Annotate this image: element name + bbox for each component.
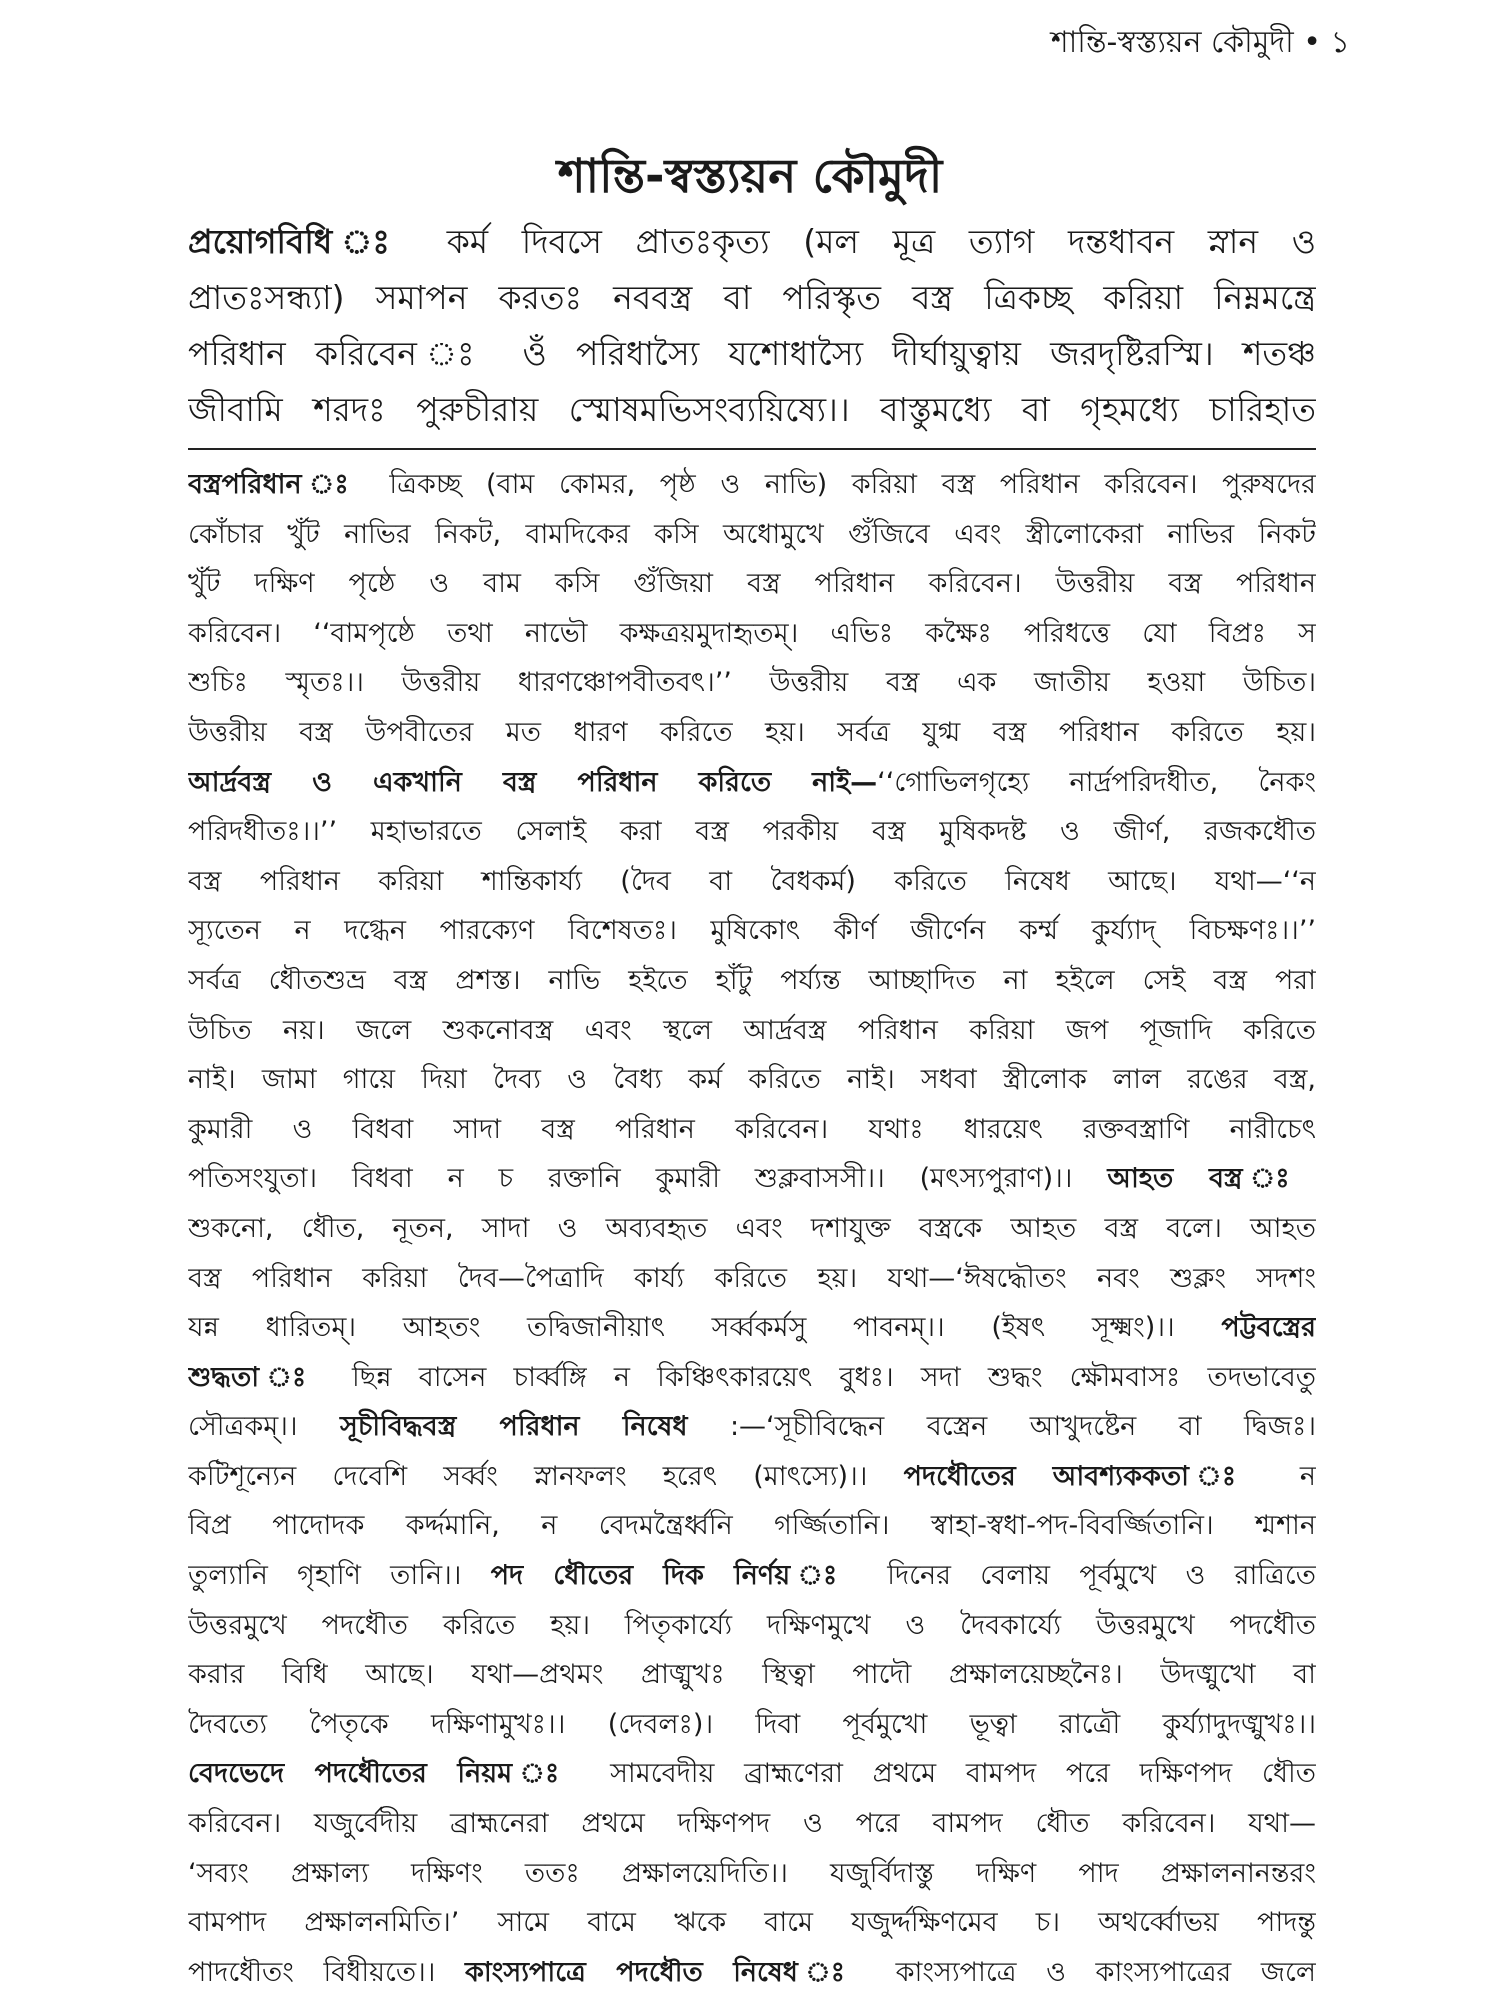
body-text: কাংস্যপাত্রে ও কাংস্যপাত্রের জলে: [866, 1956, 1316, 1988]
heading-ahata: আহত বস্ত্র ঃ: [1107, 1163, 1316, 1195]
body-line: [188, 1749, 1316, 1799]
body-text: সামবেদীয় ব্রাহ্মণেরা প্রথমে বামপদ পরে দক্ষিণপদ ধৌত: [580, 1758, 1316, 1790]
section-divider: [188, 448, 1316, 450]
prayog-heading: প্রয়োগবিধি ঃ: [188, 222, 414, 261]
body-line: [188, 1948, 1316, 1998]
prayog-text-1: কর্ম দিবসে প্রাতঃকৃত্য (মল মূত্র ত্যাগ দন্তধাবন স্নান ও: [413, 222, 1316, 261]
body-line: [188, 1551, 1316, 1601]
body-line: কোঁচার খুঁট নাভির নিকট, বামদিকের কসি অধোমুখে গুঁজিবে এবং স্ত্রীলোকেরা নাভির নিকট: [188, 518, 1316, 550]
prayog-line-4: জীবামি শরদঃ পুরুচীরায় স্মোষমভিসংব্যয়িষ্যে।। বাস্তুমধ্যে বা গৃহমধ্যে চারিহাত: [188, 390, 1316, 429]
body-text: সৌত্রকম্।।: [188, 1411, 340, 1443]
page-title: শান্তি-স্বস্ত্যয়ন কৌমুদী: [557, 149, 943, 204]
body-line: কুমারী ও বিধবা সাদা বস্ত্র পরিধান করিবেন। যথাঃ ধারয়েৎ রক্তবস্ত্রাণি নারীচেৎ: [188, 1113, 1316, 1145]
body-text: ‘‘গোভিলগৃহ্যে নার্দ্রপরিদধীত, নৈকং: [877, 766, 1316, 798]
body-line: বামপাদ প্রক্ষালনমিতি।’ সামে বামে ঋকে বামে যজুর্দ্দক্ষিণমেব চ। অথর্ব্বোভয় পাদন্তু: [188, 1907, 1316, 1939]
prayog-line-3: পরিধান করিবেন ঃ ওঁ পরিধাস্যৈ যশোধাস্যৈ দীর্ঘায়ুত্বায় জরদৃষ্টিরস্মি। শতঞ্চ: [188, 334, 1316, 373]
heading-padadhaut: পদধৌতের আবশ্যককতা ঃ: [903, 1460, 1264, 1492]
body-line: [188, 1154, 1316, 1204]
body-line: [188, 758, 1316, 808]
body-text: পতিসংযুতা। বিধবা ন চ রক্তানি কুমারী শুক্লবাসসী।। (মৎস্যপুরাণ)।।: [188, 1163, 1108, 1195]
body-line: স্যূতেন ন দগ্ধেন পারক্যেণ বিশেষতঃ। মুষিকোৎ কীর্ণ জীর্ণেন কর্ম্ম কুর্য্যাদ্ বিচক্ষণঃ।।’’: [188, 915, 1316, 947]
body-section: [188, 460, 1316, 1997]
prayog-section: [188, 214, 1316, 438]
heading-bastra: বস্ত্রপরিধান ঃ: [188, 469, 365, 500]
prayog-line-2: প্রাতঃসন্ধ্যা) সমাপন করতঃ নববস্ত্র বা পরিস্কৃত বস্ত্র ত্রিকচ্ছ করিয়া নিম্নমন্ত্রে: [188, 278, 1316, 317]
heading-ardra: আর্দ্রবস্ত্র ও একখানি বস্ত্র পরিধান করিতে নাই—: [188, 766, 878, 798]
body-text: যন্ন ধারিতম্। আহতং তদ্বিজানীয়াৎ সর্ব্বকর্মসু পাবনম্।। (ইষৎ সূক্ষ্মং)।।: [188, 1312, 1222, 1344]
body-line: [188, 460, 1316, 510]
body-line: শুকনো, ধৌত, নূতন, সাদা ও অব্যবহৃত এবং দশাযুক্ত বস্ত্রকে আহত বস্ত্র বলে। আহত: [188, 1212, 1316, 1244]
body-line: বস্ত্র পরিধান করিয়া দৈব—পৈত্রাদি কার্য্য করিতে হয়। যথা—‘ঈষদ্ধৌতং নবং শুক্লং সদশং: [188, 1262, 1316, 1294]
body-line: নাই। জামা গায়ে দিয়া দৈব্য ও বৈধ্য কর্ম করিতে নাই। সধবা স্ত্রীলোক লাল রঙের বস্ত্র,: [188, 1064, 1316, 1096]
heading-bedbhede: বেদভেদে পদধৌতের নিয়ম ঃ: [188, 1758, 581, 1790]
body-line: উত্তরমুখে পদধৌত করিতে হয়। পিতৃকার্য্যে দক্ষিণমুখে ও দৈবকার্য্যে উত্তরমুখে পদধৌত: [188, 1609, 1316, 1641]
body-line: করিবেন। যজুর্বেদীয় ব্রাহ্মনেরা প্রথমে দক্ষিণপদ ও পরে বামপদ ধৌত করিবেন। যথা—: [188, 1808, 1316, 1840]
body-text: তুল্যানি গৃহাণি তানি।।: [188, 1560, 491, 1592]
body-line: বস্ত্র পরিধান করিয়া শান্তিকার্য্য (দৈব বা বৈধকর্ম) করিতে নিষেধ আছে। যথা—‘‘ন: [188, 865, 1316, 897]
heading-suddhata: শুদ্ধতা ঃ: [188, 1361, 325, 1393]
body-line: সর্বত্র ধৌতশুভ্র বস্ত্র প্রশস্ত। নাভি হইতে হাঁটু পর্য্যন্ত আচ্ছাদিত না হইলে সেই বস্ত্র পরা: [188, 964, 1316, 996]
body-text: দিনের বেলায় পূর্বমুখে ও রাত্রিতে: [857, 1560, 1316, 1592]
body-line: খুঁট দক্ষিণ পৃষ্ঠে ও বাম কসি গুঁজিয়া বস্ত্র পরিধান করিবেন। উত্তরীয় বস্ত্র পরিধান: [188, 568, 1316, 600]
body-line: [188, 1402, 1316, 1452]
heading-dik: পদ ধৌতের দিক নির্ণয় ঃ: [490, 1560, 858, 1592]
body-line: উত্তরীয় বস্ত্র উপবীতের মত ধারণ করিতে হয়। সর্বত্র যুগ্ম বস্ত্র পরিধান করিতে হয়।: [188, 716, 1316, 748]
body-line: [188, 1452, 1316, 1502]
heading-kansya: কাংস্যপাত্রে পদধৌত নিষেধ ঃ: [465, 1956, 867, 1988]
heading-suchi: সূচীবিদ্ধবস্ত্র পরিধান নিষেধ: [340, 1411, 688, 1443]
body-line: পরিদধীতঃ।।’’ মহাভারতে সেলাই করা বস্ত্র পরকীয় বস্ত্র মুষিকদষ্ট ও জীর্ণ, রজকধৌত: [188, 816, 1316, 848]
body-line: [188, 1353, 1316, 1403]
body-line: শুচিঃ স্মৃতঃ।। উত্তরীয় ধারণঞ্চোপবীতবৎ।’’ উত্তরীয় বস্ত্র এক জাতীয় হওয়া উচিত।: [188, 667, 1316, 699]
body-text: :—‘সূচীবিদ্ধেন বস্ত্রেন আখুদষ্টেন বা দ্বিজঃ।: [687, 1411, 1316, 1443]
body-text: ত্রিকচ্ছ (বাম কোমর, পৃষ্ঠ ও নাভি) করিয়া বস্ত্র পরিধান করিবেন। পুরুষদের: [364, 469, 1316, 500]
body-line: দৈবত্যে পৈতৃকে দক্ষিণামুখঃ।। (দেবলঃ)। দিবা পূর্বমুখো ভূত্বা রাত্রৌ কুর্য্যাদুদঙ্মুখঃ।।: [188, 1708, 1316, 1740]
body-text: ছিন্ন বাসেন চার্ব্বঙ্গি ন কিঞ্চিৎকারয়েৎ বুধঃ। সদা শুদ্ধং ক্ষৌমবাসঃ তদভাবেতু: [324, 1361, 1316, 1393]
heading-patta: পট্টবস্ত্রের: [1221, 1312, 1316, 1344]
body-line: বিপ্র পাদোদক কর্দ্দমানি, ন বেদমন্ত্রৈর্ধ্বনি গর্জ্জিতানি। স্বাহা-স্বধা-পদ-বিবর্জ্জিতানি। শ্মশান: [188, 1510, 1316, 1542]
running-header: শান্তি-স্বস্ত্যয়ন কৌমুদী • ১: [1050, 25, 1350, 60]
body-text: ন: [1263, 1460, 1316, 1492]
body-line: ‘সব্যং প্রক্ষাল্য দক্ষিণং ততঃ প্রক্ষালয়েদিতি।। যজুর্বিদাস্তু দক্ষিণ পাদ প্রক্ষালনানন্তরং: [188, 1857, 1316, 1889]
body-line: করার বিধি আছে। যথা—প্রথমং প্রাঙ্মুখঃ স্থিত্বা পাদৌ প্রক্ষালয়েচ্ছনৈঃ। উদঙ্মুখো বা: [188, 1659, 1316, 1691]
body-line: [188, 1303, 1316, 1353]
body-line: উচিত নয়। জলে শুকনোবস্ত্র এবং স্থলে আর্দ্রবস্ত্র পরিধান করিয়া জপ পূজাদি করিতে: [188, 1014, 1316, 1046]
body-text: কটিশূন্যেন দেবেশি সর্ব্বং স্নানফলং হরেৎ (মাৎস্যে)।।: [188, 1460, 904, 1492]
body-line: করিবেন। ‘‘বামপৃষ্ঠে তথা নাভৌ কক্ষত্রয়মুদাহৃতম্। এভিঃ কক্ষৈঃ পরিধত্তে যো বিপ্রঃ স: [188, 617, 1316, 649]
prayog-line-1: [188, 214, 1316, 270]
body-text: পাদধৌতং বিধীয়তে।।: [188, 1956, 466, 1988]
